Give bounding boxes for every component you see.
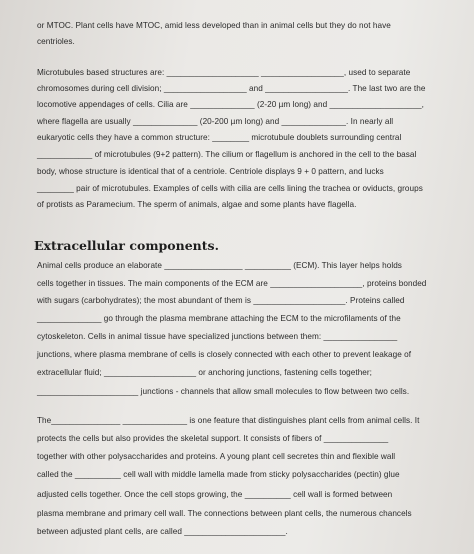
- text-line: ________ pair of microtubules. Examples of cells with cilia are cells lining the trachea or oviducts, groups: [37, 184, 423, 193]
- text-line: cells together in tissues. The main components of the ECM are ____________________, proteins bonded: [37, 279, 427, 288]
- text-line: adjusted cells together. Once the cell stops growing, the __________ cell wall is formed between: [37, 490, 393, 499]
- text-line: ____________ of microtubules (9+2 pattern). The cilium or flagellum is anchored in the cell to the basal: [37, 150, 417, 159]
- text-line: junctions, where plasma membrane of cells is closely connected with each other to prevent leakage of: [37, 350, 412, 359]
- text-line: plasma membrane and primary cell wall. The connections between plant cells, the numerous chancels: [37, 509, 412, 518]
- text-line: between adjusted plant cells, are called ______________________.: [37, 527, 288, 536]
- text-line: ______________ go through the plasma membrane attaching the ECM to the microfilaments of the: [37, 314, 401, 323]
- text-line: called the __________ cell wall with middle lamella made from sticky polysaccharides (pectin) glue: [37, 470, 400, 479]
- text-line: where flagella are usually ______________ (20-200 µm long) and ______________. In nearly all: [37, 117, 394, 126]
- text-line: The_______________ ______________ is one feature that distinguishes plant cells from animal cells. It: [37, 416, 420, 425]
- text-line: or MTOC. Plant cells have MTOC, amid less developed than in animal cells but they do not have: [37, 21, 391, 30]
- text-line: cytoskeleton. Cells in animal tissue have specialized junctions between them: ________________: [37, 332, 398, 341]
- text-line: extracellular fluid; ____________________ or anchoring junctions, fastening cells together;: [37, 368, 373, 377]
- text-line: with sugars (carbohydrates); the most abundant of them is ____________________. Proteins called: [37, 296, 405, 305]
- text-line: eukaryotic cells they have a common structure: ________ microtubule doublets surrounding central: [37, 133, 402, 142]
- text-line: Animal cells produce an elaborate _________________ __________ (ECM). This layer helps holds: [37, 261, 402, 270]
- text-line: body, whose structure is identical that of a centriole. Centriole displays 9 + 0 pattern, and lucks: [37, 167, 384, 176]
- text-line: locomotive appendages of cells. Cilia are ______________ (2-20 µm long) and ____________________,: [37, 100, 424, 109]
- text-line: centrioles.: [37, 37, 75, 46]
- text-line: ______________________ junctions - channels that allow small molecules to flow between two cells.: [37, 387, 410, 396]
- text-line: together with other polysaccharides and proteins. A young plant cell secretes thin and flexible wall: [37, 452, 396, 461]
- text-line: Microtubules based structures are: ____________________ __________________, used to separate: [37, 68, 411, 77]
- text-line: of protists as Paramecium. The sperm of animals, algae and some plants have flagella.: [37, 200, 357, 209]
- section-heading: Extracellular components.: [34, 238, 219, 253]
- text-line: protects the cells but also provides the skeletal support. It consists of fibers of ______________: [37, 434, 389, 443]
- text-line: chromosomes during cell division; __________________ and __________________. The last two are the: [37, 84, 426, 93]
